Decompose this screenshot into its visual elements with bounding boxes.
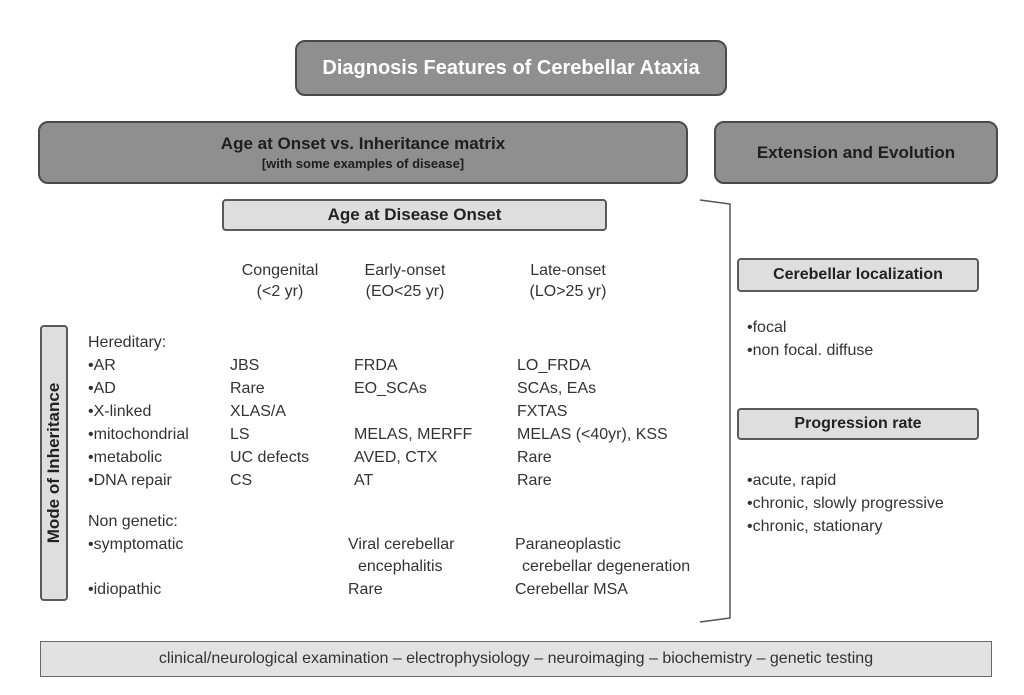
age-onset-header bbox=[222, 199, 607, 231]
localization-item: •focal bbox=[747, 319, 787, 336]
column-late-range: (LO>25 yr) bbox=[529, 283, 607, 300]
bullet: • bbox=[88, 449, 94, 466]
progression-label: Progression rate bbox=[794, 415, 922, 432]
bullet: • bbox=[747, 518, 753, 535]
bullet: • bbox=[747, 472, 753, 489]
cell-late: MELAS (<40yr), KSS bbox=[517, 426, 668, 443]
cell-early: Rare bbox=[348, 581, 383, 598]
cell-congenital: LS bbox=[230, 426, 250, 443]
column-congenital-name: Congenital bbox=[241, 262, 319, 279]
matrix-header-box bbox=[38, 121, 688, 184]
cell-early: AT bbox=[354, 472, 374, 489]
matrix-header-subtitle: [with some examples of disease] bbox=[261, 156, 465, 171]
row-label: •DNA repair bbox=[88, 472, 172, 489]
column-congenital-range: (<2 yr) bbox=[256, 283, 304, 300]
cell-early: Viral cerebellar bbox=[348, 536, 455, 553]
column-late-onset bbox=[508, 260, 628, 302]
bullet: • bbox=[88, 380, 94, 397]
bullet: • bbox=[88, 536, 94, 553]
age-onset-label: Age at Disease Onset bbox=[327, 205, 502, 224]
row-label: •X-linked bbox=[88, 403, 152, 420]
diagnostic-methods-footer bbox=[40, 641, 992, 677]
column-early-onset bbox=[345, 260, 465, 302]
mode-of-inheritance-label: Mode of Inheritance bbox=[44, 382, 63, 544]
progression-item: •chronic, slowly progressive bbox=[747, 495, 944, 512]
cell-late: LO_FRDA bbox=[517, 357, 591, 374]
localization-header bbox=[737, 258, 979, 292]
bullet: • bbox=[88, 581, 94, 598]
extension-header-title: Extension and Evolution bbox=[756, 142, 956, 162]
bullet: • bbox=[747, 342, 753, 359]
cell-congenital: UC defects bbox=[230, 449, 310, 466]
bullet: • bbox=[747, 495, 753, 512]
cell-late-line2: cerebellar degeneration bbox=[522, 558, 691, 575]
matrix-header-title: Age at Onset vs. Inheritance matrix bbox=[220, 134, 506, 153]
localization-item: •non focal. diffuse bbox=[747, 342, 874, 359]
row-label: •mitochondrial bbox=[88, 426, 189, 443]
nongenetic-label: Non genetic: bbox=[88, 513, 178, 530]
mode-of-inheritance-box bbox=[40, 325, 68, 601]
progression-item: •acute, rapid bbox=[747, 472, 837, 489]
hereditary-label: Hereditary: bbox=[88, 334, 167, 351]
cell-late: Rare bbox=[517, 449, 552, 466]
cell-congenital: XLAS/A bbox=[230, 403, 287, 420]
cell-congenital: CS bbox=[230, 472, 253, 489]
row-label: •symptomatic bbox=[88, 536, 184, 553]
column-early-range: (EO<25 yr) bbox=[365, 283, 445, 300]
diagram-title-box bbox=[295, 40, 727, 96]
bullet: • bbox=[88, 357, 94, 374]
cell-early: AVED, CTX bbox=[354, 449, 438, 466]
row-label: •metabolic bbox=[88, 449, 163, 466]
bullet: • bbox=[88, 426, 94, 443]
diagram-title: Diagnosis Features of Cerebellar Ataxia bbox=[322, 56, 700, 79]
cell-late: Paraneoplastic bbox=[515, 536, 621, 553]
bullet: • bbox=[88, 472, 94, 489]
cell-early: FRDA bbox=[354, 357, 398, 374]
matrix-bracket bbox=[698, 198, 734, 624]
column-late-name: Late-onset bbox=[530, 262, 606, 279]
row-label: •AD bbox=[88, 380, 116, 397]
row-label: •idiopathic bbox=[88, 581, 162, 598]
cell-late: SCAs, EAs bbox=[517, 380, 597, 397]
cell-late: Cerebellar MSA bbox=[515, 581, 628, 598]
localization-label: Cerebellar localization bbox=[773, 266, 943, 283]
progression-header bbox=[737, 408, 979, 440]
cell-congenital: JBS bbox=[230, 357, 260, 374]
bullet: • bbox=[747, 319, 753, 336]
row-label: •AR bbox=[88, 357, 116, 374]
column-early-name: Early-onset bbox=[364, 262, 446, 279]
footer-text: clinical/neurological examination – electrophysiology – neuroimaging – biochemistry – genetic testing bbox=[158, 650, 874, 667]
progression-item: •chronic, stationary bbox=[747, 518, 883, 535]
cell-early: EO_SCAs bbox=[354, 380, 427, 397]
cell-early: MELAS, MERFF bbox=[354, 426, 473, 443]
column-congenital bbox=[222, 260, 338, 302]
cell-congenital: Rare bbox=[230, 380, 265, 397]
cell-late: FXTAS bbox=[517, 403, 568, 420]
extension-header-box bbox=[714, 121, 998, 184]
cell-late: Rare bbox=[517, 472, 552, 489]
cell-early-line2: encephalitis bbox=[358, 558, 443, 575]
bullet: • bbox=[88, 403, 94, 420]
